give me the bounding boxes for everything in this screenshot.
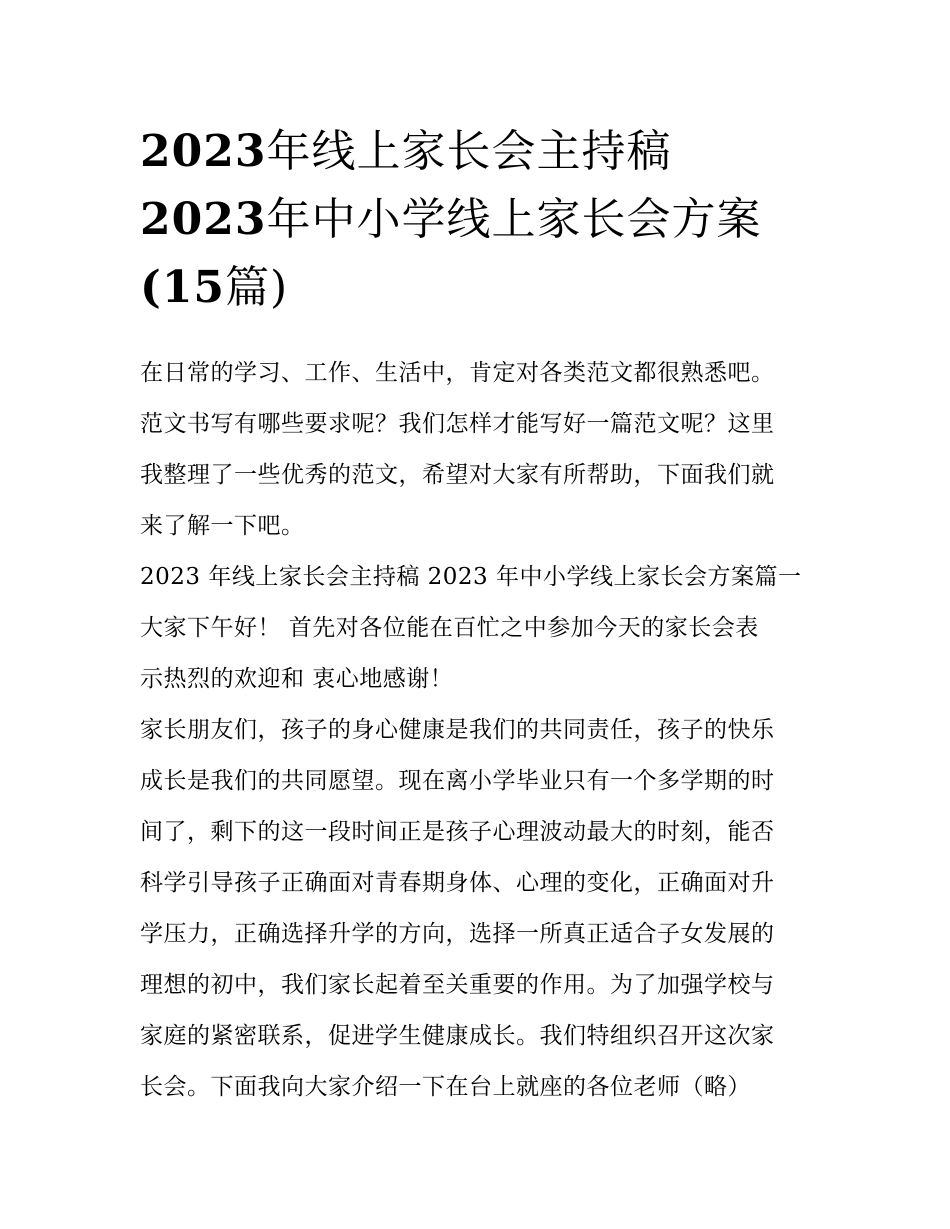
greeting-line: 大家下午好！ 首先对各位能在百忙之中参加今天的家长会表 (140, 615, 759, 641)
intro-line: 来了解一下吧。 (140, 513, 305, 539)
title-text: 年线上家长会主持稿 (266, 126, 672, 177)
document-page (140, 118, 816, 1113)
section-heading (140, 552, 816, 603)
title-year: 2023 (140, 194, 267, 245)
intro-paragraph (140, 348, 816, 552)
body-line: 科学引导孩子正确面对青春期身体、心理的变化，正确面对升 (140, 870, 775, 896)
section-heading-line: 2023 年线上家长会主持稿 2023 年中小学线上家长会方案篇一 (140, 564, 802, 590)
body-line: 长会。下面我向大家介绍一下在台上就座的各位老师（略） (140, 1074, 751, 1100)
title-line-1 (140, 118, 816, 186)
intro-line: 范文书写有哪些要求呢？我们怎样才能写好一篇范文呢？这里 (140, 411, 775, 437)
title-text: 篇) (225, 262, 289, 313)
greeting-paragraph (140, 603, 816, 705)
intro-line: 我整理了一些优秀的范文，希望对大家有所帮助，下面我们就 (140, 462, 775, 488)
document-title (140, 118, 816, 322)
title-line-3 (140, 254, 816, 322)
body-line: 家庭的紧密联系，促进学生健康成长。我们特组织召开这次家 (140, 1023, 775, 1049)
body-line: 理想的初中，我们家长起着至关重要的作用。为了加强学校与 (140, 972, 775, 998)
title-count: (15 (140, 262, 226, 313)
title-text: 年中小学线上家长会方案 (266, 194, 762, 245)
intro-line: 在日常的学习、工作、生活中，肯定对各类范文都很熟悉吧。 (140, 360, 775, 386)
body-line: 间了，剩下的这一段时间正是孩子心理波动最大的时刻，能否 (140, 819, 775, 845)
title-year: 2023 (140, 126, 267, 177)
body-paragraph (140, 705, 816, 1113)
body-line: 成长是我们的共同愿望。现在离小学毕业只有一个多学期的时 (140, 768, 775, 794)
greeting-line: 示热烈的欢迎和 衷心地感谢！ (140, 666, 454, 692)
body-line: 家长朋友们，孩子的身心健康是我们的共同责任，孩子的快乐 (140, 717, 775, 743)
document-body (140, 348, 816, 1113)
title-line-2 (140, 186, 816, 254)
body-line: 学压力，正确选择升学的方向，选择一所真正适合子女发展的 (140, 921, 775, 947)
